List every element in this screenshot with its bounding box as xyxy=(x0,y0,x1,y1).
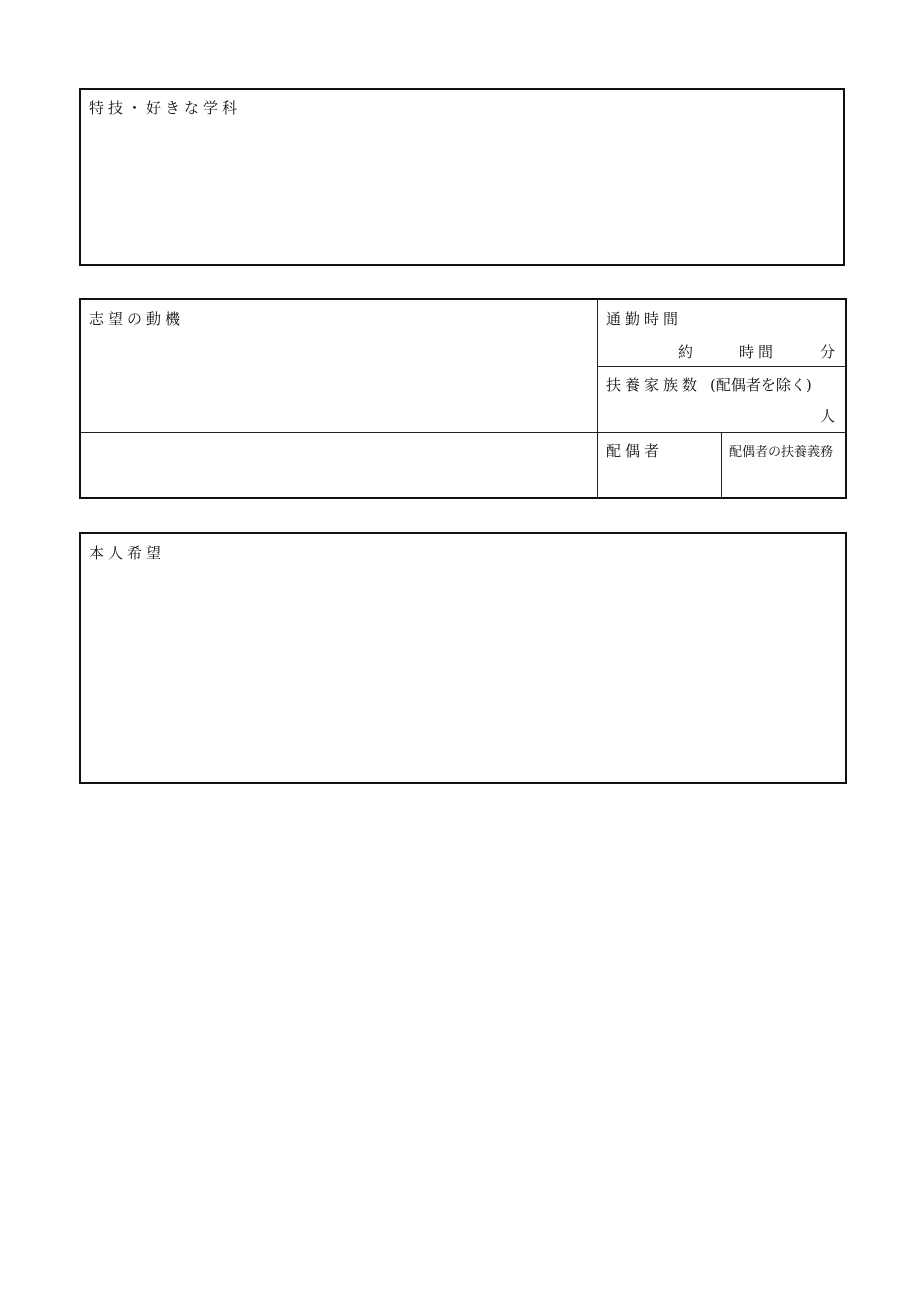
wishes-section xyxy=(79,532,847,784)
motive-entry-area[interactable] xyxy=(81,334,597,432)
commute-hours-unit: 時間 xyxy=(739,343,778,361)
commute-label: 通勤時間 xyxy=(606,310,683,328)
motive-label: 志望の動機 xyxy=(89,310,185,328)
motive-section xyxy=(79,298,847,499)
extra-entry-area[interactable] xyxy=(81,433,597,497)
skills-section xyxy=(79,88,845,266)
wishes-entry-area[interactable] xyxy=(81,568,845,782)
commute-minutes-unit: 分 xyxy=(820,343,840,361)
wishes-label: 本人希望 xyxy=(89,544,166,562)
skills-entry-area[interactable] xyxy=(81,124,843,264)
column-divider xyxy=(597,300,598,497)
spouse-support-label: 配偶者の扶養義務 xyxy=(729,445,834,460)
spouse-divider xyxy=(721,432,722,497)
skills-label: 特技・好きな学科 xyxy=(89,99,242,117)
commute-approx: 約 xyxy=(678,343,698,361)
dependents-note: (配偶者を除く) xyxy=(710,376,812,394)
dependents-unit: 人 xyxy=(820,407,840,425)
dependents-label: 扶養家族数 xyxy=(606,376,702,394)
spouse-label: 配偶者 xyxy=(606,442,664,460)
commute-divider xyxy=(597,366,845,367)
